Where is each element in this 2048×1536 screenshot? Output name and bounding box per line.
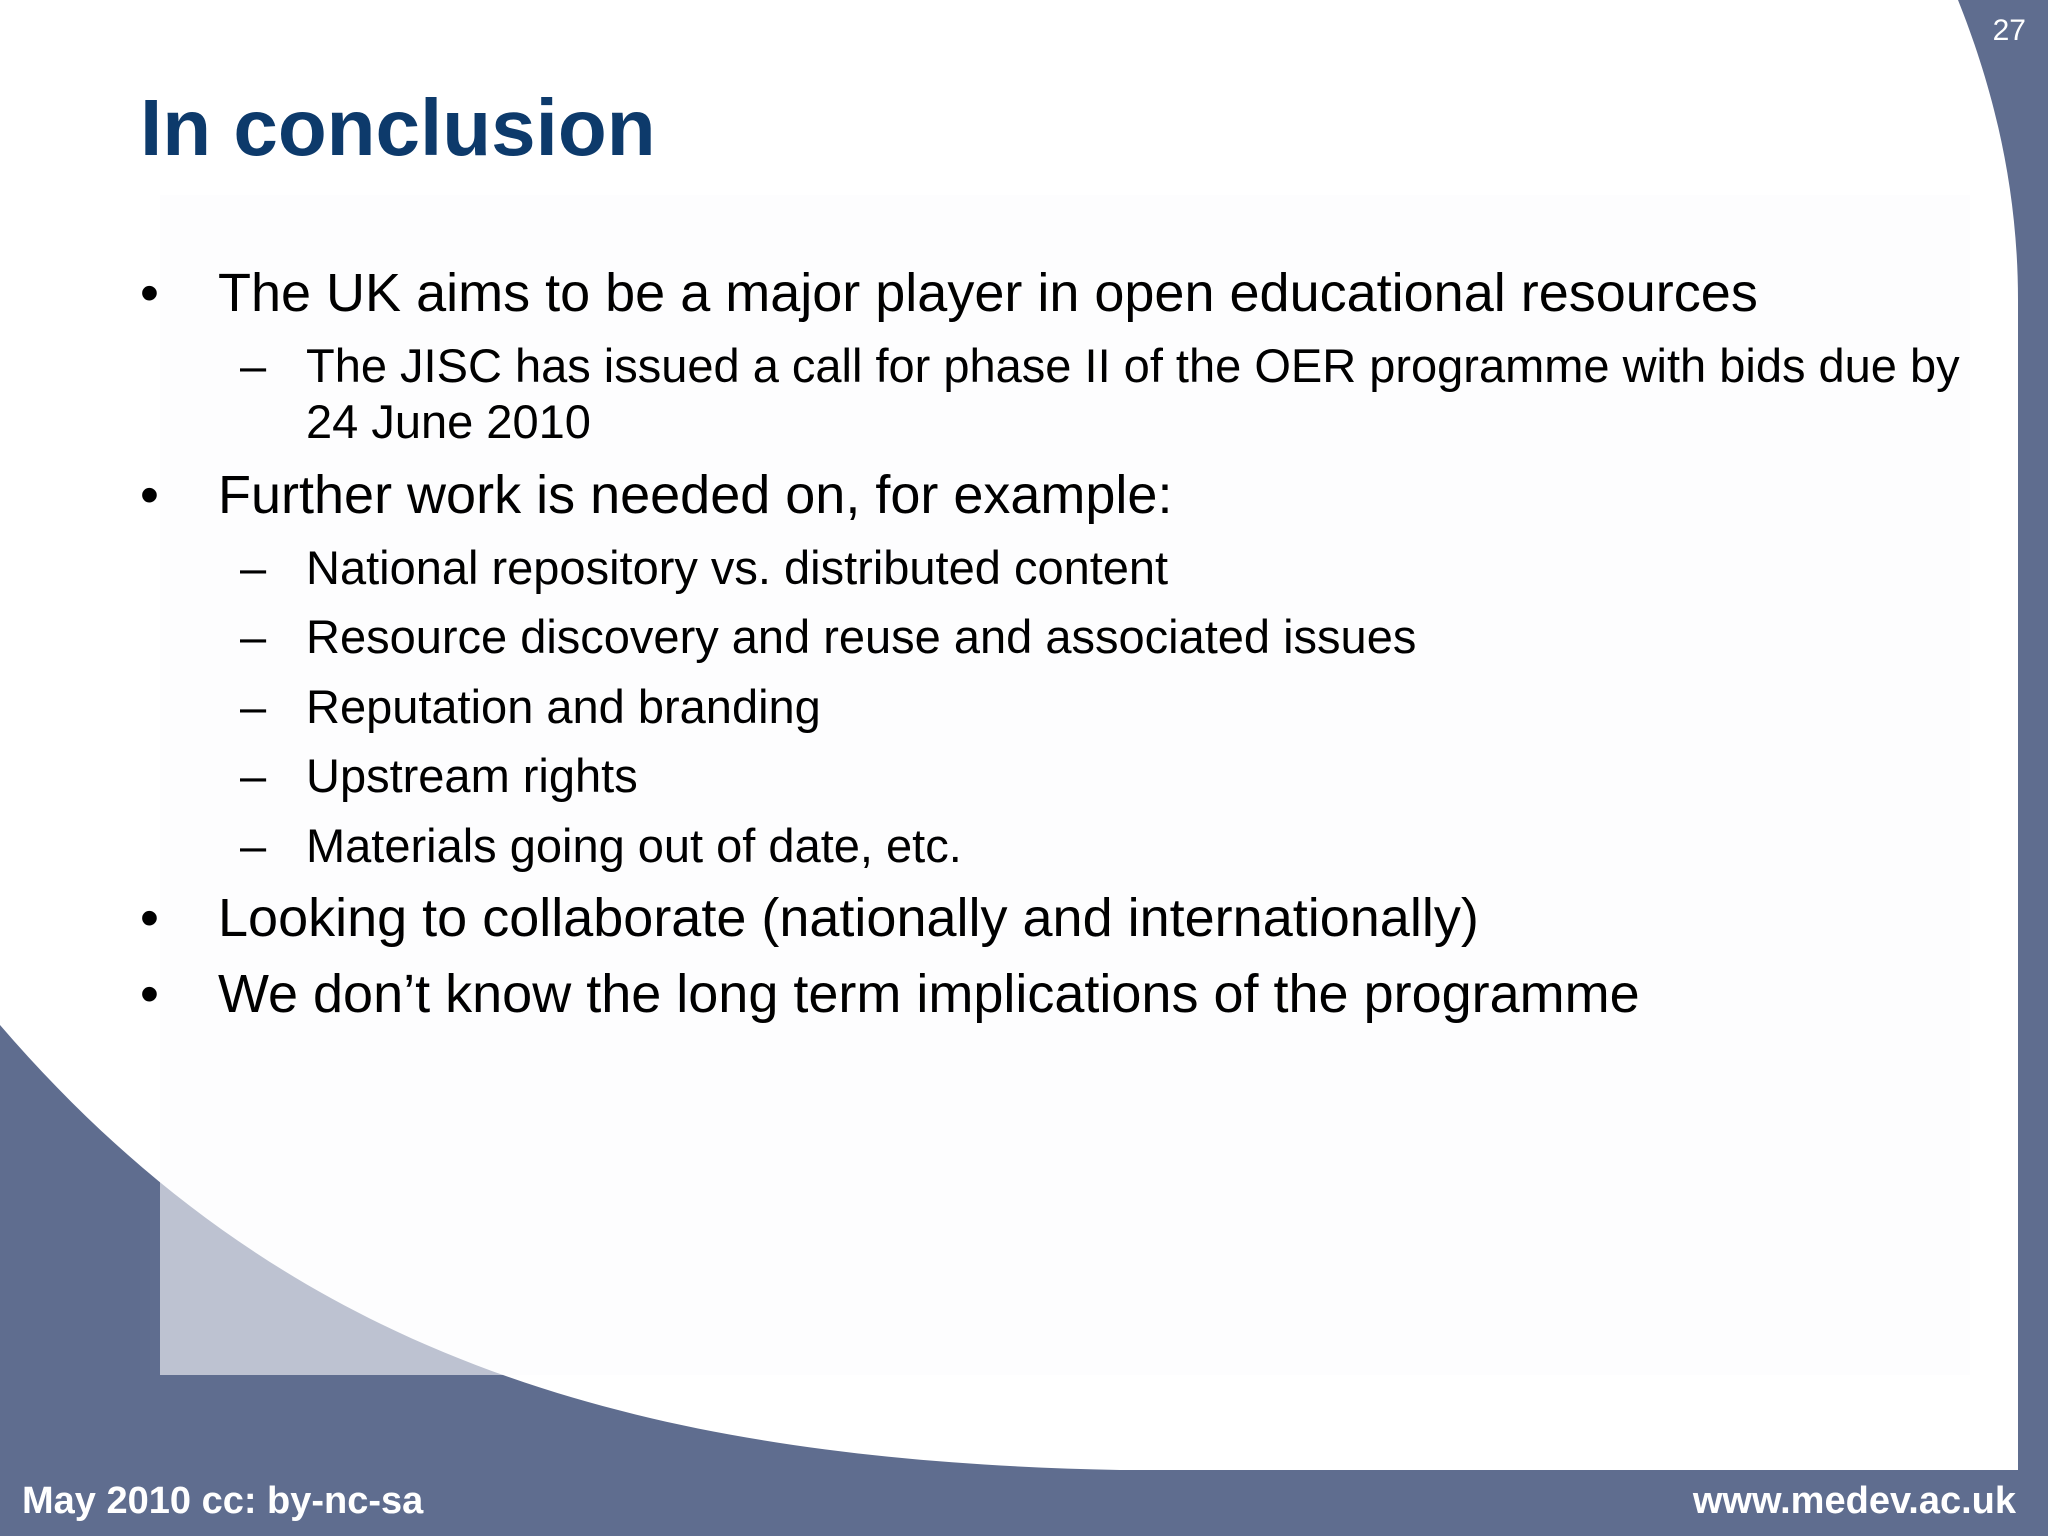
bullet-text: Further work is needed on, for example: [218,464,1173,525]
sub-bullet-item [140,540,1970,596]
sub-bullet-text: Materials going out of date, etc. [306,818,962,872]
sub-bullet-item [140,748,1970,804]
bullet-marker: • [140,887,159,948]
bullet-marker: • [140,263,159,323]
bullet-marker: • [140,964,159,1025]
bullet-text: Looking to collaborate (nationally and internationally) [218,887,1479,948]
sub-bullet-text: National repository vs. distributed content [306,540,1169,594]
dash-marker: – [240,749,267,803]
dash-marker: – [240,818,267,872]
sub-bullet-text: The JISC has issued a call for phase II of the OER programme with bids due by 24 June 2010 [306,339,1960,449]
sub-bullet-item [140,679,1970,735]
sub-bullet-text: Resource discovery and reuse and associated issues [306,610,1417,664]
dash-marker: – [240,679,267,733]
sub-bullet-item [140,609,1970,665]
sub-bullet-item [140,818,1970,874]
dash-marker: – [240,540,267,594]
sub-bullet-text: Reputation and branding [306,679,821,733]
bullet-item [140,464,1970,526]
bullet-item [140,963,1970,1025]
slide-title: In conclusion [140,83,656,172]
dash-marker: – [240,610,267,664]
bullet-text: We don’t know the long term implications of the programme [218,964,1640,1025]
dash-marker: – [240,339,267,393]
bullet-item [140,887,1970,949]
footer-website: www.medev.ac.uk [1692,1480,2016,1522]
page-number: 27 [1992,14,2026,47]
bullet-marker: • [140,464,159,525]
sub-bullet-item [140,338,1970,451]
sub-bullet-text: Upstream rights [306,749,638,803]
bullet-list [140,262,1970,1039]
footer-date-license: May 2010 cc: by-nc-sa [22,1480,424,1522]
bullet-text: The UK aims to be a major player in open educational resources [218,263,1758,323]
bullet-item [140,262,1970,324]
